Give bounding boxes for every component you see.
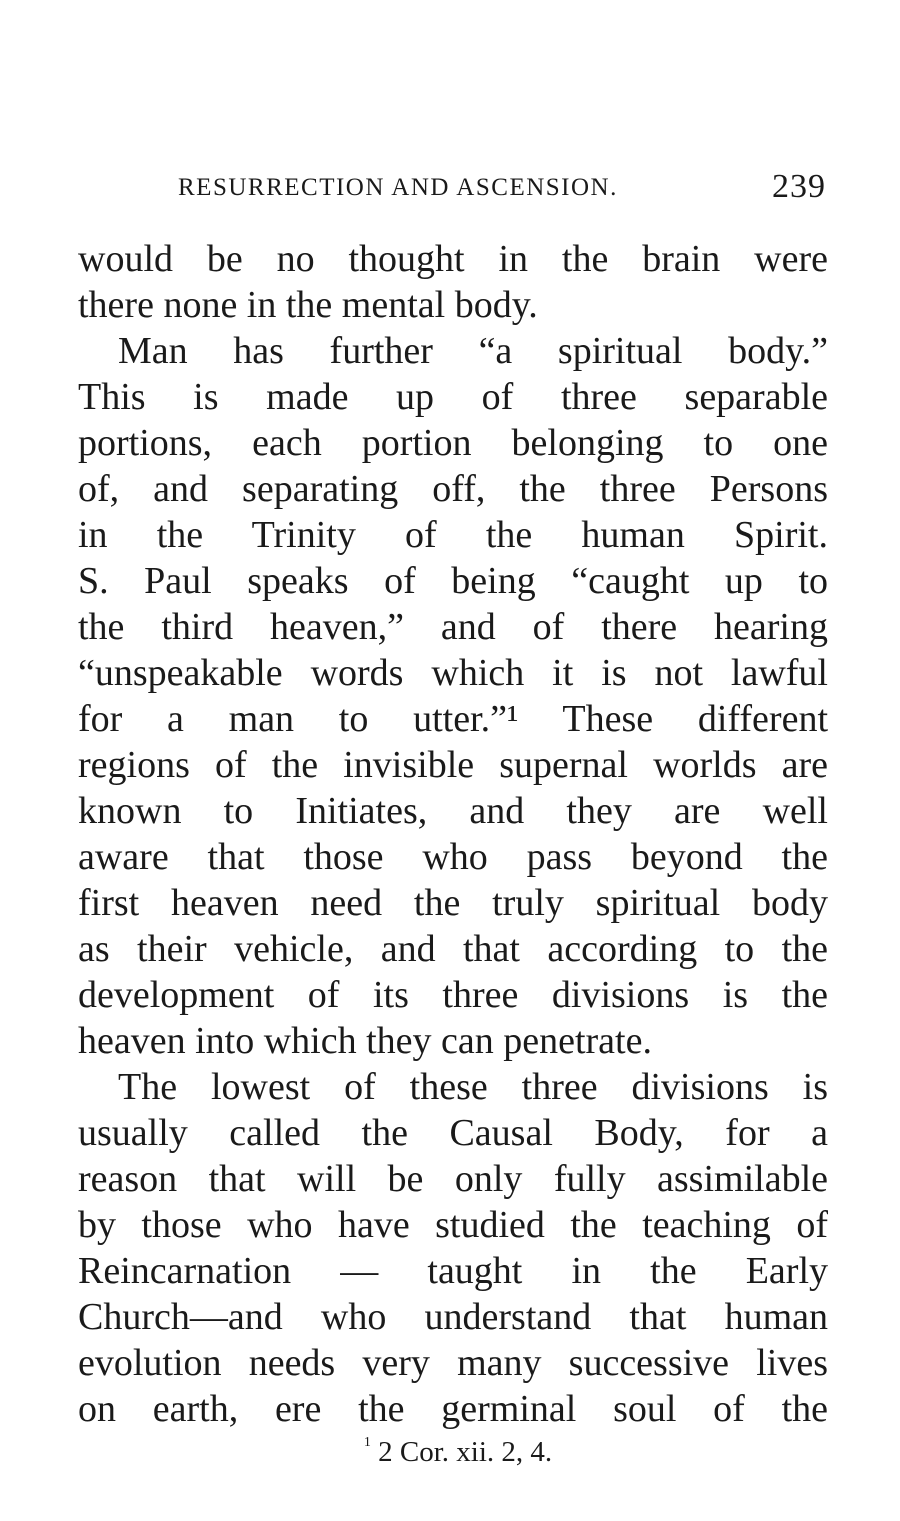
text-line: development of its three divisions is the	[78, 974, 828, 1016]
text-line: on earth, ere the germinal soul of the	[78, 1388, 828, 1430]
text-line: known to Initiates, and they are well	[78, 790, 828, 832]
text-line: Church—and who understand that human	[78, 1296, 828, 1338]
text-line: S. Paul speaks of being “caught up to	[78, 560, 828, 602]
footnote-marker: 1	[363, 1435, 371, 1451]
text-line: evolution needs very many successive lives	[78, 1342, 828, 1384]
text-line: there none in the mental body.	[78, 284, 538, 326]
running-title: RESURRECTION AND ASCENSION.	[178, 174, 618, 201]
text-line: by those who have studied the teaching of	[78, 1204, 828, 1246]
text-line: the third heaven,” and of there hearing	[78, 606, 828, 648]
text-line: regions of the invisible supernal worlds are	[78, 744, 828, 786]
text-line: first heaven need the truly spiritual body	[78, 882, 828, 924]
text-line: of, and separating off, the three Persons	[78, 468, 828, 510]
text-line: Man has further “a spiritual body.”	[118, 330, 828, 372]
page-number: 239	[772, 168, 826, 205]
text-line: in the Trinity of the human Spirit.	[78, 514, 828, 556]
text-line: reason that will be only fully assimilable	[78, 1158, 828, 1200]
text-line: The lowest of these three divisions is	[118, 1066, 828, 1108]
text-line: as their vehicle, and that according to the	[78, 928, 828, 970]
text-line: Reincarnation — taught in the Early	[78, 1250, 828, 1292]
text-line: heaven into which they can penetrate.	[78, 1020, 652, 1062]
text-line: “unspeakable words which it is not lawful	[78, 652, 828, 694]
text-line: This is made up of three separable	[78, 376, 828, 418]
text-line: for a man to utter.”¹ These different	[78, 698, 828, 740]
text-line: portions, each portion belonging to one	[78, 422, 828, 464]
running-head	[178, 168, 826, 208]
text-line: aware that those who pass beyond the	[78, 836, 828, 878]
text-line: would be no thought in the brain were	[78, 238, 828, 280]
text-line: usually called the Causal Body, for a	[78, 1112, 828, 1154]
footnote	[0, 1436, 900, 1469]
footnote-text: 2 Cor. xii. 2, 4.	[378, 1436, 553, 1468]
body-text	[78, 236, 828, 1432]
